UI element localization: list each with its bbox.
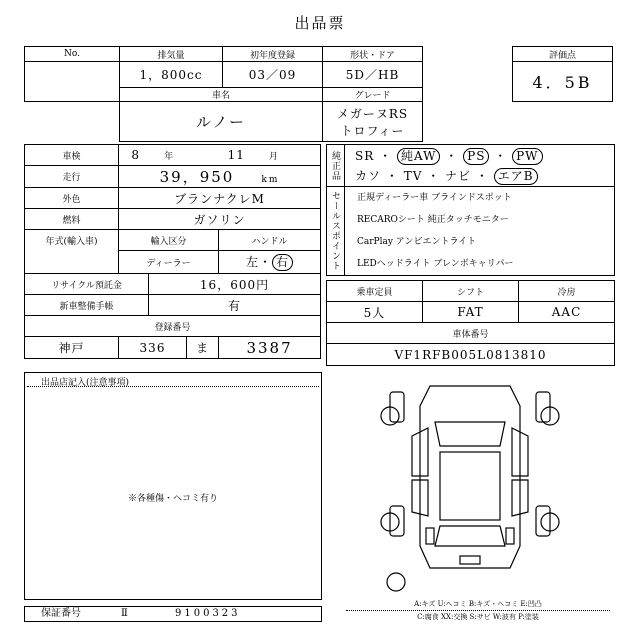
inspection-year-value: 8 [131, 148, 141, 162]
warranty-label: 保証番号 [41, 608, 81, 619]
grade-line2: トロフィー [340, 123, 405, 138]
rear-window [435, 526, 505, 546]
notes-divider [27, 386, 319, 387]
genuine-row2 [355, 166, 614, 186]
new-car-value: 有 [149, 295, 321, 316]
chassis-label: 車体番号 [327, 323, 615, 344]
ac-value: AAC [519, 302, 615, 323]
no-value [25, 62, 120, 102]
opt-aw: 純AW [397, 148, 441, 165]
warranty-value: 9100323 [175, 608, 241, 619]
mileage-cell [119, 166, 321, 188]
notes-text: ※各種傷・ヘコミ有り [127, 494, 218, 504]
sep-4: ・ [385, 168, 399, 183]
header-blank [25, 102, 120, 142]
warranty-marks: Ⅱ [121, 608, 128, 619]
sep-6: ・ [475, 168, 489, 183]
import-type-label: 輸入区分 [119, 230, 219, 251]
mileage-unit: km [261, 175, 280, 185]
ac-label: 冷房 [519, 281, 615, 302]
score-label: 評価点 [513, 47, 613, 62]
score-blank [513, 102, 613, 142]
opt-sr: SR [355, 148, 375, 163]
inspection-year [119, 145, 187, 166]
import-year-label: 年式(輸入車) [25, 230, 119, 274]
displacement-value: 1，800cc [120, 62, 223, 88]
car-body [420, 386, 520, 568]
color-label: 外色 [25, 188, 119, 209]
handle-label: ハンドル [219, 230, 321, 251]
seats-value: 5人 [327, 302, 423, 323]
body-label: 形状・ドア [323, 47, 423, 62]
sales-point: RECAROシート 純正タッチモニター [357, 215, 509, 225]
legend-line1: A:キズ U:ヘコミ B:キズ・ヘコミ E:凹凸 [414, 600, 542, 608]
month-unit: 月 [268, 152, 279, 162]
reg-number: 3387 [219, 337, 321, 359]
rear-light-right [506, 528, 514, 544]
opt-cassette: カソ [355, 168, 382, 183]
fuel-label: 燃料 [25, 209, 119, 230]
capacity-table [326, 280, 615, 366]
header-table [24, 46, 613, 142]
car-diagram [350, 376, 590, 594]
import-type-value: ディーラー [119, 251, 219, 274]
mileage-label: 走行 [25, 166, 119, 188]
rear-light-left [426, 528, 434, 544]
displacement-label: 排気量 [120, 47, 223, 62]
reg-class: 336 [119, 337, 187, 359]
sales-points [345, 187, 615, 276]
opt-ac: エアB [494, 168, 538, 185]
grade-line1: メガーヌRS [336, 106, 409, 121]
sales-point: 正規ディーラー車 ブラインドスポット [357, 193, 512, 203]
inspection-month-value: 11 [227, 148, 245, 162]
header-gap [423, 47, 513, 142]
color-value: ブランナクレM [119, 188, 321, 209]
year-unit: 年 [164, 152, 175, 162]
opt-pw: PW [512, 148, 542, 165]
specs-table [24, 144, 321, 359]
reg-kana: ま [187, 337, 219, 359]
opt-navi: ナビ [445, 168, 472, 183]
grade-value [323, 102, 423, 142]
reg-area: 神戸 [25, 337, 119, 359]
sales-point: LEDヘッドライト ブレンボキャリパー [357, 259, 514, 269]
notes-box [24, 372, 322, 600]
reg-no-label: 登録番号 [25, 316, 321, 337]
sep-1: ・ [379, 148, 393, 163]
chassis-value: VF1RFB005L0813810 [327, 344, 615, 366]
new-car-label: 新車整備手帳 [25, 295, 149, 316]
handle-dot: ・ [259, 255, 273, 269]
genuine-row1 [355, 146, 614, 166]
damage-legend [346, 598, 610, 624]
handle-right: 右 [272, 254, 293, 271]
rear-bumper [460, 556, 480, 564]
handle-value [219, 251, 321, 274]
fuel-value: ガソリン [119, 209, 321, 230]
inspection-label: 車検 [25, 145, 119, 166]
seats-label: 乗車定員 [327, 281, 423, 302]
handle-left: 左 [246, 255, 260, 269]
sep-2: ・ [445, 148, 459, 163]
genuine-items [345, 145, 615, 187]
car-name-label: 車名 [120, 88, 323, 102]
grade-label: グレード [323, 88, 423, 102]
sales-point: CarPlay アンビエントライト [357, 237, 477, 247]
car-name-value: ルノー [120, 102, 323, 142]
opt-ps: PS [463, 148, 489, 165]
windshield [435, 422, 505, 446]
opt-tv: TV [403, 168, 423, 183]
inspection-month [187, 145, 321, 166]
score-value: 4．5B [513, 62, 613, 102]
legend-line2: C:腐食 XX:交換 S:サビ W:波有 P:塗装 [346, 610, 610, 623]
genuine-label: 純正品 [327, 145, 345, 187]
first-reg-value: 03／09 [223, 62, 323, 88]
sales-label: セールスポイント [327, 187, 345, 276]
form-title: 出品票 [294, 14, 346, 32]
shift-label: シフト [423, 281, 519, 302]
sep-3: ・ [494, 148, 508, 163]
first-reg-label: 初年度登録 [223, 47, 323, 62]
recycle-value: 16，600円 [149, 274, 321, 295]
notes-label: 出品店記入(注意事項) [41, 378, 130, 388]
wheel-rear-right [536, 506, 550, 536]
warranty-box [24, 606, 322, 622]
recycle-label: リサイクル預託金 [25, 274, 149, 295]
mileage-value: 39，950 [159, 168, 235, 186]
no-label: No. [25, 47, 120, 62]
equipment-table [326, 144, 615, 276]
roof [440, 452, 500, 520]
body-value: 5D／HB [323, 62, 423, 88]
shift-value: FAT [423, 302, 519, 323]
spare-wheel [387, 573, 405, 591]
wheel-rear-left [390, 506, 404, 536]
sep-5: ・ [427, 168, 441, 183]
